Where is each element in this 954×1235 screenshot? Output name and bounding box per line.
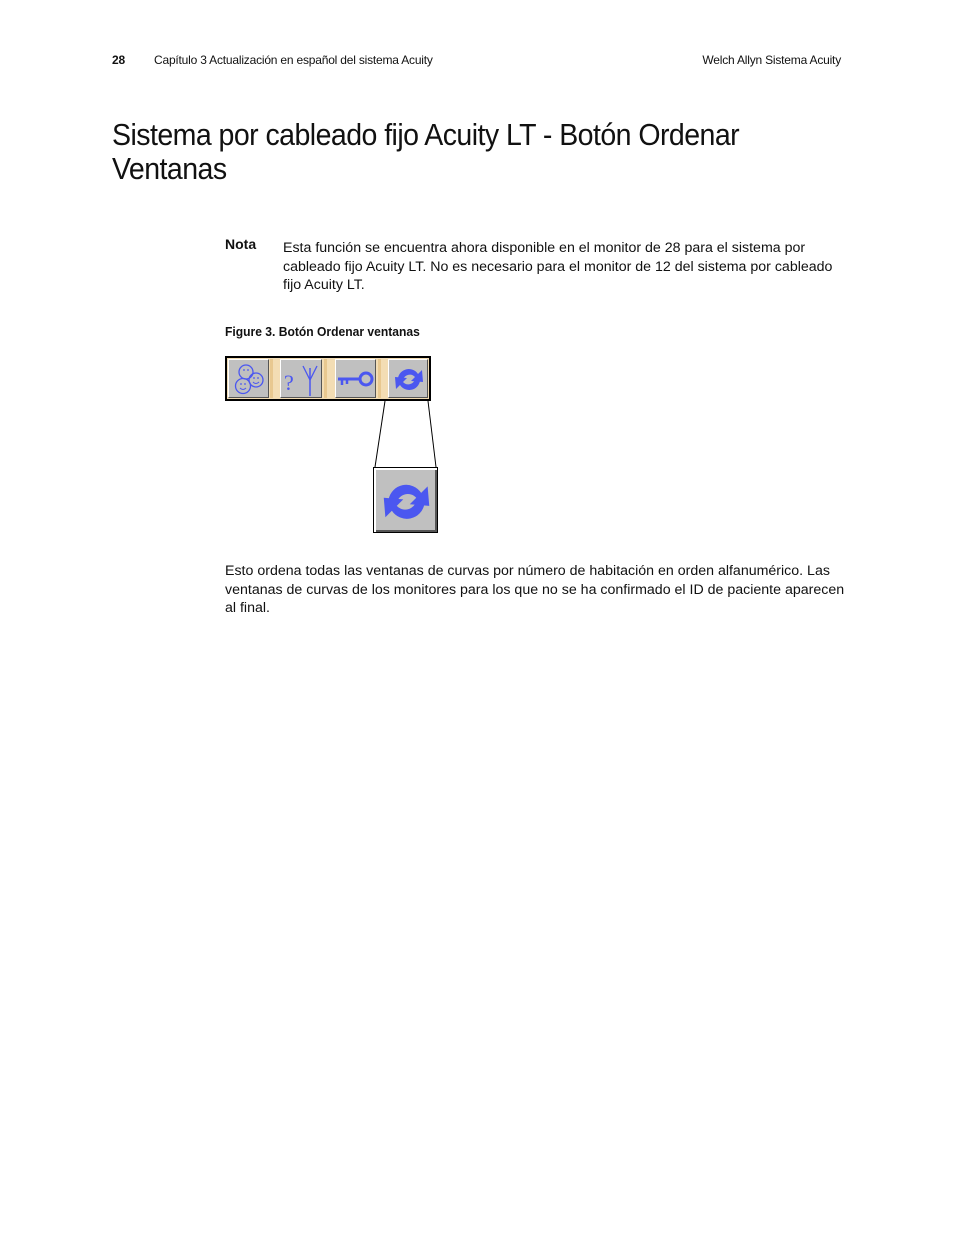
toolbar: [225, 356, 431, 401]
figure-caption: Figure 3. Botón Ordenar ventanas: [225, 324, 420, 339]
help-antenna-icon: [281, 360, 323, 399]
page-title: Sistema por cableado fijo Acuity LT - Botón Ordenar Ventanas: [112, 117, 740, 186]
chapter-header: Capítulo 3 Actualización en español del sistema Acuity: [154, 53, 433, 67]
toolbar-separator: [378, 359, 381, 398]
help-button[interactable]: [280, 359, 322, 398]
toolbar-separator: [324, 359, 327, 398]
toolbar-separator: [270, 359, 273, 398]
key-icon: [336, 360, 377, 399]
product-header: Welch Allyn Sistema Acuity: [702, 53, 841, 67]
note-label: Nota: [225, 236, 257, 252]
patients-button[interactable]: [228, 359, 269, 398]
sort-windows-button-zoomed: [373, 467, 438, 533]
svg-text:?: ?: [284, 370, 294, 395]
body-paragraph: Esto ordena todas las ventanas de curvas por número de habitación en orden alfanumérico. Las ventanas de curvas de los monitores para los que no se ha confirmado el ID de paciente aparecen al final.: [225, 563, 845, 617]
sort-windows-icon: [374, 468, 439, 534]
sort-windows-button[interactable]: [388, 359, 428, 398]
note-text: Esta función se encuentra ahora disponible en el monitor de 28 para el sistema por cableado fijo Acuity LT. No es necesario para el monitor de 12 del sistema por cableado fijo Acuity LT.: [283, 240, 833, 294]
key-button[interactable]: [335, 359, 376, 398]
page-number: 28: [112, 53, 125, 67]
sort-windows-icon: [389, 360, 429, 399]
patients-icon: [229, 360, 270, 399]
